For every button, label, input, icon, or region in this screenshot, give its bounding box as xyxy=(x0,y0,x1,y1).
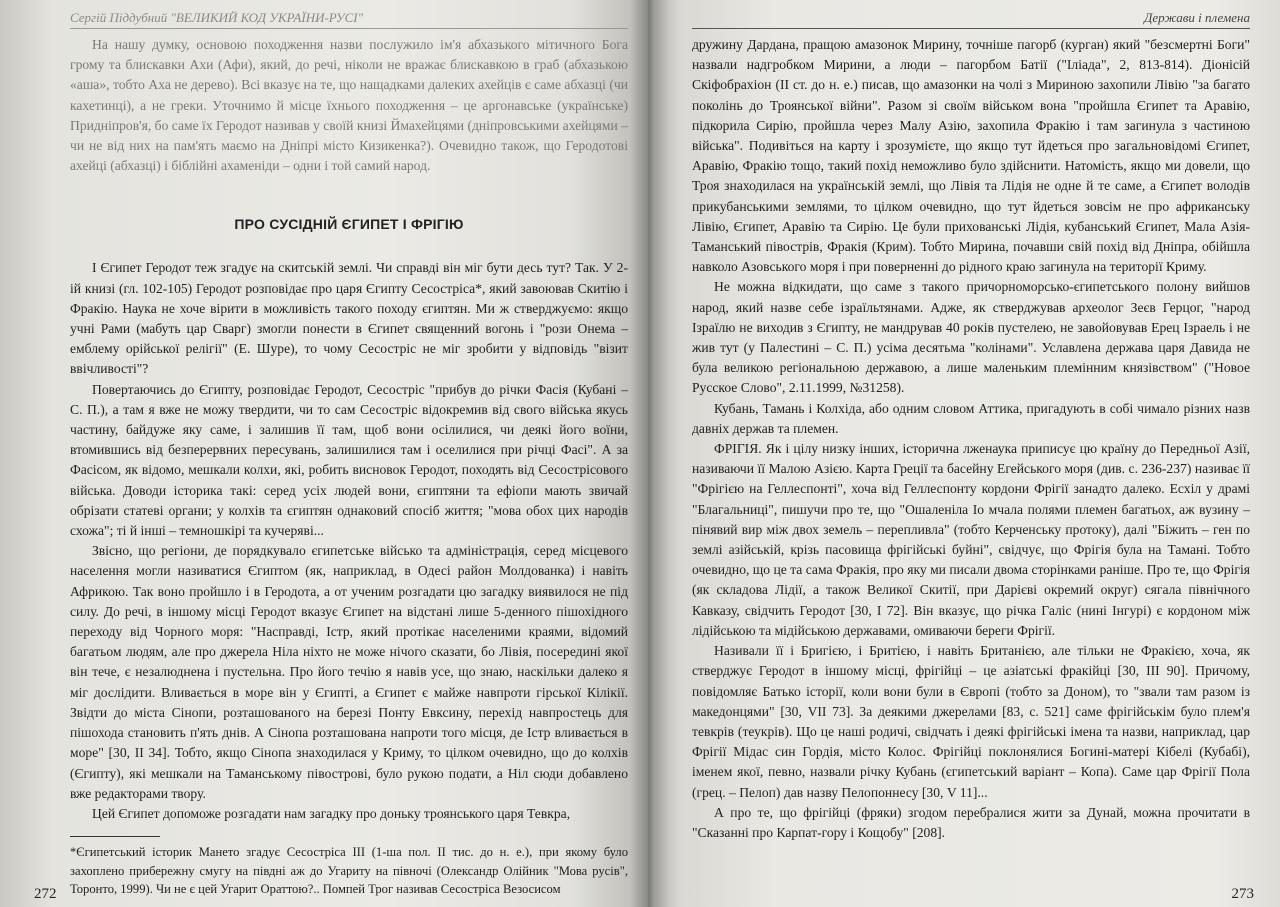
left-running-head: Сергій Піддубний "ВЕЛИКИЙ КОД УКРАЇНИ-РУСІ" xyxy=(70,10,628,29)
right-page xyxy=(648,0,1280,907)
right-running-head: Держави і племена xyxy=(692,10,1250,29)
left-paragraph-4: Звісно, що регіони, де порядкувало єгипетське військо та адміністрація, серед місцевого населення могли називатися Єгиптом (як, наприклад, в Одесі район Молдованка) і навіть Африкою. Так воно пройшло і в Геродота, а от ученим розгадати цю загадку виявилося не під силу. До речі, в іншому місці Геродот вказує Єгипет на відстані лише 5-денного пішохідного переходу від Чорного моря: "Насправді, Істр, який протікає населеними краями, відомий багатьом людям, але про джерела Ніла ніхто не може нічого сказати, бо Лівія, посередині якої він тече, є незалюднена і пустельна. Про його течію я навів усе, що знаю, наскільки далеко я міг дослідити. Вливається в море він у Єгипті, а Єгипет є майже навпроти гірської Кілікії. Звідти до міста Сінопи, розташованого на березі Понту Евксину, перехід навпростець для пішохода становить п'ять днів. А Сінопа розташована напроти того місця, де Істр вливається в море" [30, II 34]. Тобто, якщо Сінопа знаходилася у Криму, то цілком очевидно, що до колхів (Єгипту), які мешкали на Таманському півострові, було рукою подати, а Ніл сюди добавлено вже редакторами твору. xyxy=(70,543,628,801)
right-paragraph-4: ФРІГІЯ. Як і цілу низку інших, історична лженаука приписує цю країну до Передньої Азії, називаючи її Малою Азією. Карта Греції та басейну Егейського моря (див. с. 236-237) називає її "Фрігією на Геллеспонті", хоча від Геллеспонту кордони Фрігії занадто далеко. Есхіл у драмі "Благальниці", пишучи про те, що "Ошаленіла Іо мчала полями племен багатьох, аж вузину – пінявий вир між двох земель – перепливла" (тобто Керченську протоку), далі "Біжить – ген по землі азійській, крізь пасовища фрігійські буйні", свідчує, що Фрігія була на Тамані. Тобто очевидно, що це та сама Фракія, про яку ми писали двома сторінками раніше. Про те, що Фрігія (як складова Лідії, а також Великої Скитії, при Дарієві окремий округ) сягала північного Кавказу, свідчить Геродот [30, I 72]. Він вказує, що річка Галіс (нині Інгурі) є кордоном між лідійською та мідійською державами, омиваючи береги Фрігії. xyxy=(692,441,1250,638)
left-paragraph-3: Повертаючись до Єгипту, розповідає Геродот, Сесостріс "прибув до річки Фасія (Кубані – С. П.), а там я вже не можу твердити, чи то сам Сесостріс відокремив від свого війська якусь частину, байдуже яку саме, і залишив її там, щоб вони осілилися, чи деякі його воїни, втомившись від безперервних пересувань, залишилися там і оселилися при річці Фасі". А за Фасісом, як відомо, мешкали колхи, які, робить висновок Геродот, походять від Сесострісового війська. Доводи історика такі: серед усіх людей вони, єгиптяни та ефіопи мають звичай обрізати статеві органи; у колхів та єгиптян однаковий спосіб життя; "мова обох цих народів схожа"; ті й інші – темношкірі та кучеряві... xyxy=(70,381,628,539)
right-page-number: 273 xyxy=(1231,886,1254,902)
left-paragraph-5: Цей Єгипет допоможе розгадати нам загадку про доньку троянського царя Тевкра, xyxy=(92,805,571,821)
footnote: *Єгипетський історик Мането згадує Сесостріса III (1-ша пол. II тис. до н. е.), при якому було захоплено прибережну смугу на півдні аж до Угариту на півночі (Олександр Олійник "Мова русів", Торонто, 1999). Чи не є цей Угарит Ораттою?.. Помпей Трог називав Сесостріса Везосисом xyxy=(70,845,628,897)
section-heading: ПРО СУСІДНІЙ ЄГИПЕТ І ФРІГІЮ xyxy=(234,216,464,233)
right-paragraph-1: дружину Дардана, пращою амазонок Мирину, точніше пагорб (курган) який "безсмертні Боги" назвали надгробком Мирини, а люди – пагорбом Батії ("Іліада", 2, 813-814). Діонісій Скіфобрахіон (II ст. до н. е.) писав, що амазонки на чолі з Мириною захопили Лівію "за багато поколінь до Троянської війни". Разом зі своїм військом вона "пройшла Єгипет та Аравію, підкорила Сирію, пройшла через Малу Азію, захопила Фракію і там загинула з частиною війська". Подивіться на карту і зрозумієте, що якщо тут йдеться про загальновідомі Єгипет, Аравію, Фракію тощо, такий похід неможливо було здійснити. Натомість, якщо ми довели, що Троя знаходилася на українській землі, що Лівія та Лідія не одне й те саме, а Єгипет володів прикубанськими землями, то цілком очевидно, що тут йдеться зовсім не про африканську Лівію, Єгипет, Аравію та Сирію. Це були прихованські Лідія, кубанський Єгипет, Мала Азія-Таманський півострів, Фракія (Крим). Тобто Мирина, почавши свій похід від Дніпра, обійшла навколо Азовського моря і при поверненні до рідного краю загинула на території Криму. xyxy=(692,37,1250,275)
right-paragraph-6: А про те, що фрігійці (фряки) згодом перебралися жити за Дунай, можна прочитати в "Сказанні про Карпат-гору і Кощобу" [208]. xyxy=(692,804,1250,840)
left-paragraph-1: На нашу думку, основою походження назви послужило ім'я абхазького мітичного Бога грому та блискавки Ахи (Афи), який, до речі, ніколи не вражає блискавкою в граб (абхазькою «аша», тобто Аха не дерево). Всі вказує на те, що нащадками далеких ахейців є саме абхазці (чи кахетинці), а не греки. Уточнимо й місце їхнього походження – це аргонавське (українське) Придніпров'я, бо саме їх Геродот називав у своїй книзі Ймахейцями (дніпровськими ахейцями – чи не від них на пам'ять маємо на Дніпрі місто Кизикенка?). Очевидно також, що Геродотові ахейці (абхазці) і біблійні ахаменіди – одни і той самий народ. xyxy=(70,37,628,174)
left-paragraph-2: І Єгипет Геродот теж згадує на скитській землі. Чи справді він міг бути десь тут? Так. У 2-ій книзі (гл. 102-105) Геродот розповідає про царя Єгипту Сесостріса*, який завоював Скитію і Фракію. Наука не хоче вірити в можливість такого походу єгиптян. Ми ж стверджуємо: якщо учні Рами (мабуть цар Сварг) змогли понести в Єгипет священний вогонь і "рози Онема – емблему орійської релігії" (Е. Шуре), то чому Сесостріс не міг зробити у відповідь "візит ввічливості"? xyxy=(70,260,628,377)
right-paragraph-2: Не можна відкидати, що саме з такого причорноморсько-єгипетського полону вийшов народ, який назве себе ізраїльтянами. Адже, як стверджував археолог Зеєв Герцог, "народ Ізраїлю не виходив з Єгипту, не мандрував 40 років пустелею, не завойовував Ерец Ізраель і не жив тут (у Палестині – С. П.) усіма десятьма "колінами". Уславлена держава царя Давида не була великою регіональною державою, а лише маленьким племінним князівством" ("Новое Русское Слово", 2.11.1999, №31258). xyxy=(692,279,1250,396)
right-paragraph-3: Кубань, Тамань і Колхіда, або одним словом Аттика, пригадують в собі чимало різних назв давніх держав та племен. xyxy=(692,400,1250,436)
left-page-number: 272 xyxy=(34,886,57,902)
footnote-rule xyxy=(70,836,160,837)
right-paragraph-5: Називали її і Бригією, і Бритією, і навіть Британією, але тільки не Фракією, хоча, як стверджує Геродот в іншому місці, фрігійці – це азіатські фракійці [30, III 90]. Причому, повідомляє Батько історії, коли вони були в Європі (тобто за Доном), то "звали там разом із македонцями" [30, VII 73]. За деякими джерелами [83, с. 521] саме фрігійськім було плем'я тевкрів (теукрів). Що це наші родичі, свідчать і деякі фрігійські імена та назви, наприклад, цар Фрігії Мідас син Гордія, місто Колос. Фрігійці поклонялися Богині-матері Кібелі (Кубабі), іменем якої, певно, назвали річку Кубань (єгипетський варіант – Копа). Саме цар Фрігії Пола (грец. – Пелоп) дав назву Пелопоннесу [30, V 11]... xyxy=(692,643,1250,800)
